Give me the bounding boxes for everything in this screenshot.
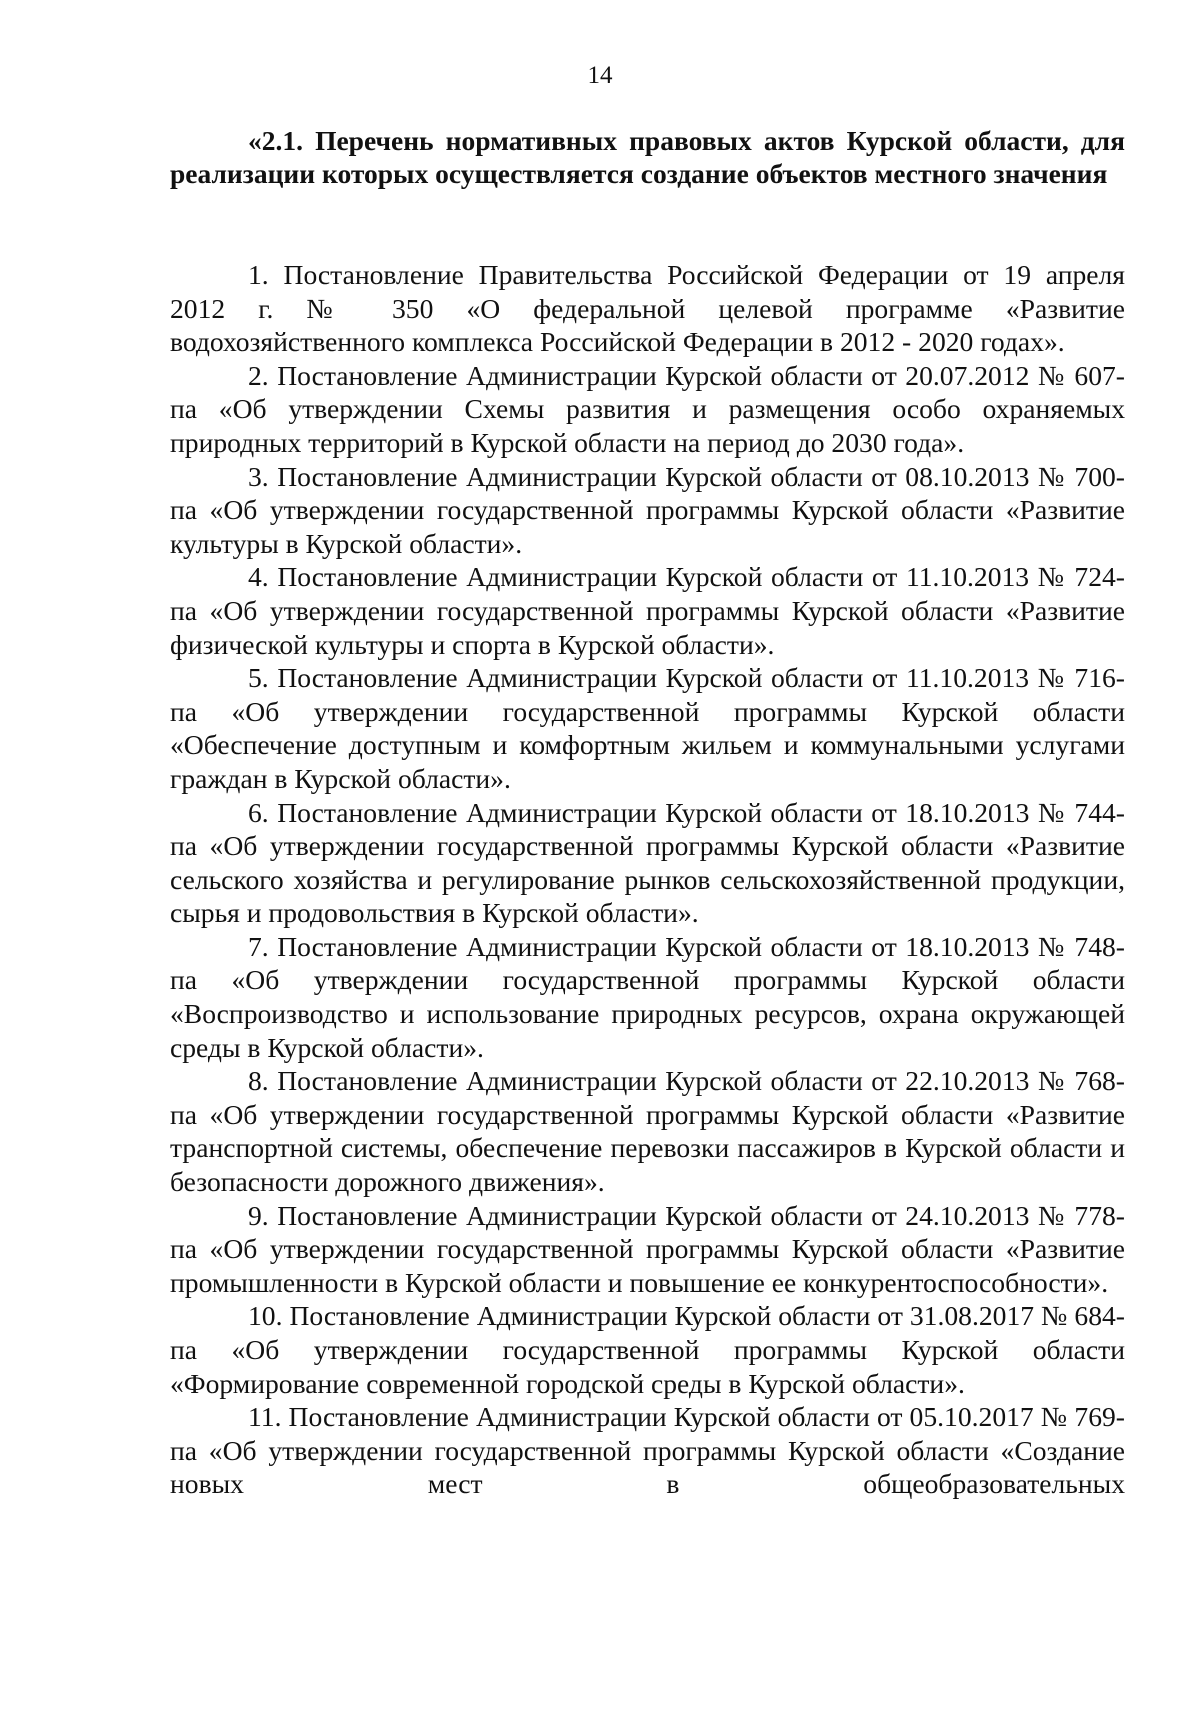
list-item: 1. Постановление Правительства Российской Федерации от 19 апреля 2012 г. № 350 «О федеральной целевой программе «Развитие водохозяйственного комплекса Российской Федерации в 2012 - 2020 годах».	[170, 259, 1125, 358]
list-item: 10. Постановление Администрации Курской области от 31.08.2017 № 684-па «Об утверждении государственной программы Курской области «Формирование современной городской среды в Курской области».	[170, 1300, 1125, 1399]
list-item: 2. Постановление Администрации Курской области от 20.07.2012 № 607-па «Об утверждении Схемы развития и размещения особо охраняемых природных территорий в Курской области на период до 2030 года».	[170, 359, 1125, 458]
page-number: 14	[587, 62, 613, 89]
list-item: 6. Постановление Администрации Курской области от 18.10.2013 № 744-па «Об утверждении государственной программы Курской области «Развитие сельского хозяйства и регулирование рынков сельскохозяйственной продукции, сырья и продовольствия в Курской области».	[170, 796, 1125, 929]
list-item: 7. Постановление Администрации Курской области от 18.10.2013 № 748-па «Об утверждении государственной программы Курской области «Воспроизводство и использование природных ресурсов, охрана окружающей среды в Курской области».	[170, 930, 1125, 1063]
list-item: 4. Постановление Администрации Курской области от 11.10.2013 № 724-па «Об утверждении государственной программы Курской области «Развитие физической культуры и спорта в Курской области».	[170, 561, 1125, 660]
list-item: 9. Постановление Администрации Курской области от 24.10.2013 № 778-па «Об утверждении государственной программы Курской области «Развитие промышленности в Курской области и повышение ее конкурентоспособности».	[170, 1199, 1125, 1298]
list-item: 8. Постановление Администрации Курской области от 22.10.2013 № 768-па «Об утверждении государственной программы Курской области «Развитие транспортной системы, обеспечение перевозки пассажиров в Курской области и безопасности дорожного движения».	[170, 1065, 1125, 1198]
list-item: 11. Постановление Администрации Курской области от 05.10.2017 № 769-па «Об утверждении государственной программы Курской области «Создание новых мест в общеобразовательных	[170, 1401, 1125, 1500]
normative-acts-list	[170, 258, 1125, 1501]
list-item: 5. Постановление Администрации Курской области от 11.10.2013 № 716-па «Об утверждении государственной программы Курской области «Обеспечение доступным и комфортным жильем и коммунальными услугами граждан в Курской области».	[170, 662, 1125, 794]
section-heading: «2.1. Перечень нормативных правовых актов Курской области, для реализации которых осуществляется создание объектов местного значения	[170, 125, 1125, 189]
list-item: 3. Постановление Администрации Курской области от 08.10.2013 № 700-па «Об утверждении государственной программы Курской области «Развитие культуры в Курской области».	[170, 460, 1125, 559]
